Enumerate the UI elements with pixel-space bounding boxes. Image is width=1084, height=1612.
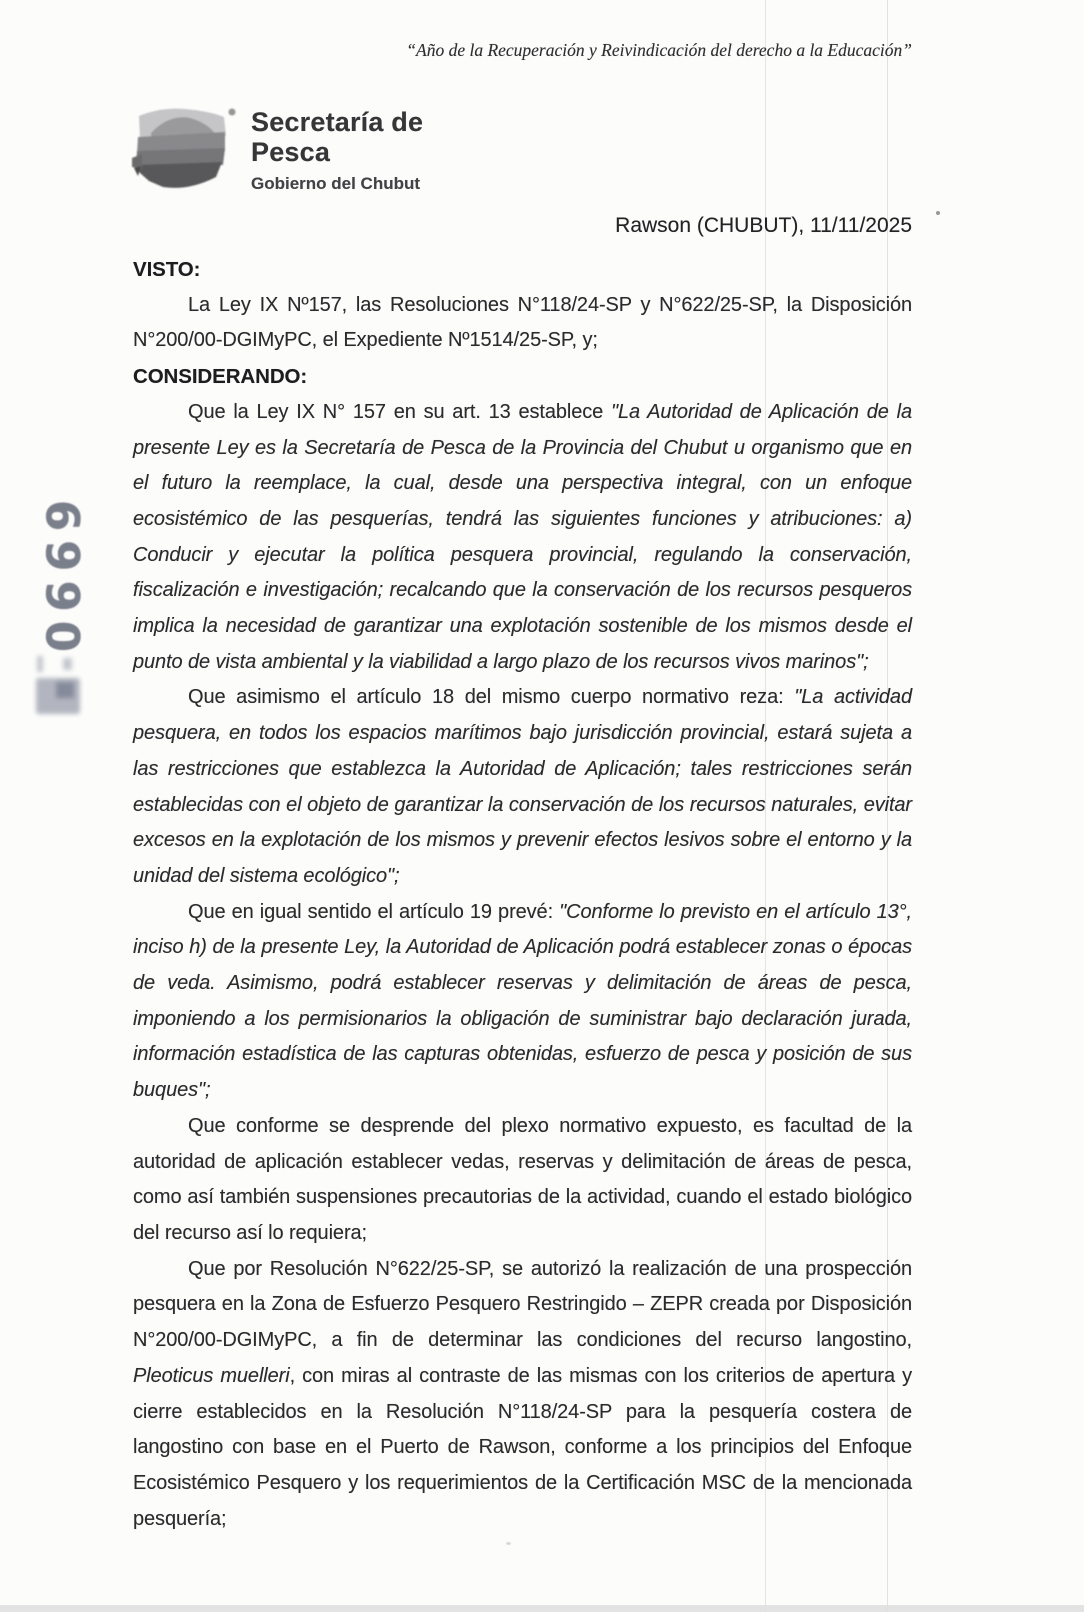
scan-bottom-shadow: [0, 1605, 1084, 1612]
paragraph: [133, 395, 912, 681]
org-name-line1: Secretaría de: [251, 107, 424, 137]
org-name-line2: Pesca: [251, 137, 331, 167]
quoted-legal-text: Pleoticus muelleri: [133, 1364, 290, 1387]
folio-number-stamp: 0669: [38, 490, 91, 652]
paragraph: [133, 1109, 912, 1252]
stamp-smudge-mark: [63, 658, 72, 670]
body-text: Que asimismo el artículo 18 del mismo cuerpo normativo reza:: [188, 686, 795, 709]
section-heading: VISTO:: [133, 258, 201, 281]
paragraph: [133, 288, 912, 359]
dateline: Rawson (CHUBUT), 11/11/2025: [615, 214, 912, 237]
scan-speck: [936, 211, 940, 215]
quoted-legal-text: "Conforme lo previsto en el artículo 13°, inciso h) de la presente Ley, la Autoridad de Aplicación podrá establecer zonas o épocas de veda. Asimismo, podrá establecer reservas y delimitación de áreas de pesca, imponiendo a los permisionarios la obligación de suministrar bajo declaración jurada, información estadística de las capturas obtenidas, esfuerzo de pesca y posición de sus buques";: [133, 900, 912, 1102]
body-text: Que la Ley IX N° 157 en su art. 13 establece: [188, 400, 612, 423]
letterhead: [127, 102, 423, 194]
body-text: Que por Resolución N°622/25-SP, se autorizó la realización de una prospección pesquera en la Zona de Esfuerzo Pesquero Restringido – ZEPR creada por Disposición N°200/00-DGIMyPC, a fin de determinar las condiciones del recurso langostino,: [133, 1257, 912, 1352]
document-body: [133, 252, 912, 1537]
letterhead-text: [251, 102, 423, 194]
body-text: Que en igual sentido el artículo 19 prevé:: [188, 900, 560, 923]
quoted-legal-text: "La Autoridad de Aplicación de la presente Ley es la Secretaría de Pesca de la Provincia del Chubut u organismo que en el futuro la reemplace, la cual, desde una perspectiva integral, con un enfoque ecosistémico de las pesquerías, tendrá las siguientes funciones y atribuciones: a) Conducir y ejecutar la política pesquera provincial, regulando la conservación, fiscalización e investigación; recalcando que la conservación de los recursos pesqueros implica la necesidad de garantizar una explotación sostenible de los mismos desde el punto de vista ambiental y la viabilidad a largo plazo de los recursos vivos marinos";: [133, 400, 912, 673]
body-text: , con miras al contraste de las mismas con los criterios de apertura y cierre establecidos en la Resolución N°118/24-SP para la pesquería costera de langostino con base en el Puerto de Rawson, conforme a los principios del Enfoque Ecosistémico Pesquero y los requerimientos de la Certificación MSC de la mencionada pesquería;: [133, 1364, 912, 1530]
stamp-smudge: [30, 648, 100, 718]
org-subtitle: Gobierno del Chubut: [251, 174, 421, 193]
quoted-legal-text: "La actividad pesquera, en todos los espacios marítimos bajo jurisdicción provincial, estará sujeta a las restricciones que establezca la Autoridad de Aplicación; tales restricciones serán establecidas con el objeto de garantizar la conservación de los recursos naturales, evitar excesos en la explotación de los mismos y prevenir efectos lesivos sobre el entorno y la unidad del sistema ecológico";: [133, 686, 912, 887]
section-heading: CONSIDERANDO:: [133, 365, 308, 389]
scan-speck: [506, 1542, 511, 1545]
stamp-smudge-mark: [56, 682, 74, 698]
body-text: Que conforme se desprende del plexo normativo expuesto, es facultad de la autoridad de aplicación establecer vedas, reservas y delimitación de áreas de pesca, como así también suspensiones precautorias de la actividad, cuando el estado biológico del recurso así lo requiera;: [133, 1114, 912, 1244]
header-year-quote: “Año de la Recuperación y Reivindicación del derecho a la Educación”: [406, 40, 912, 60]
paragraph: [133, 1252, 912, 1538]
paragraph: [133, 895, 912, 1109]
paragraph: [133, 680, 912, 894]
body-text: La Ley IX Nº157, las Resoluciones N°118/24-SP y N°622/25-SP, la Disposición N°200/00-DGIMyPC, el Expediente Nº1514/25-SP, y;: [133, 293, 912, 352]
stamp-smudge-mark: [37, 656, 43, 672]
chubut-plateau-logo-icon: [127, 102, 239, 192]
